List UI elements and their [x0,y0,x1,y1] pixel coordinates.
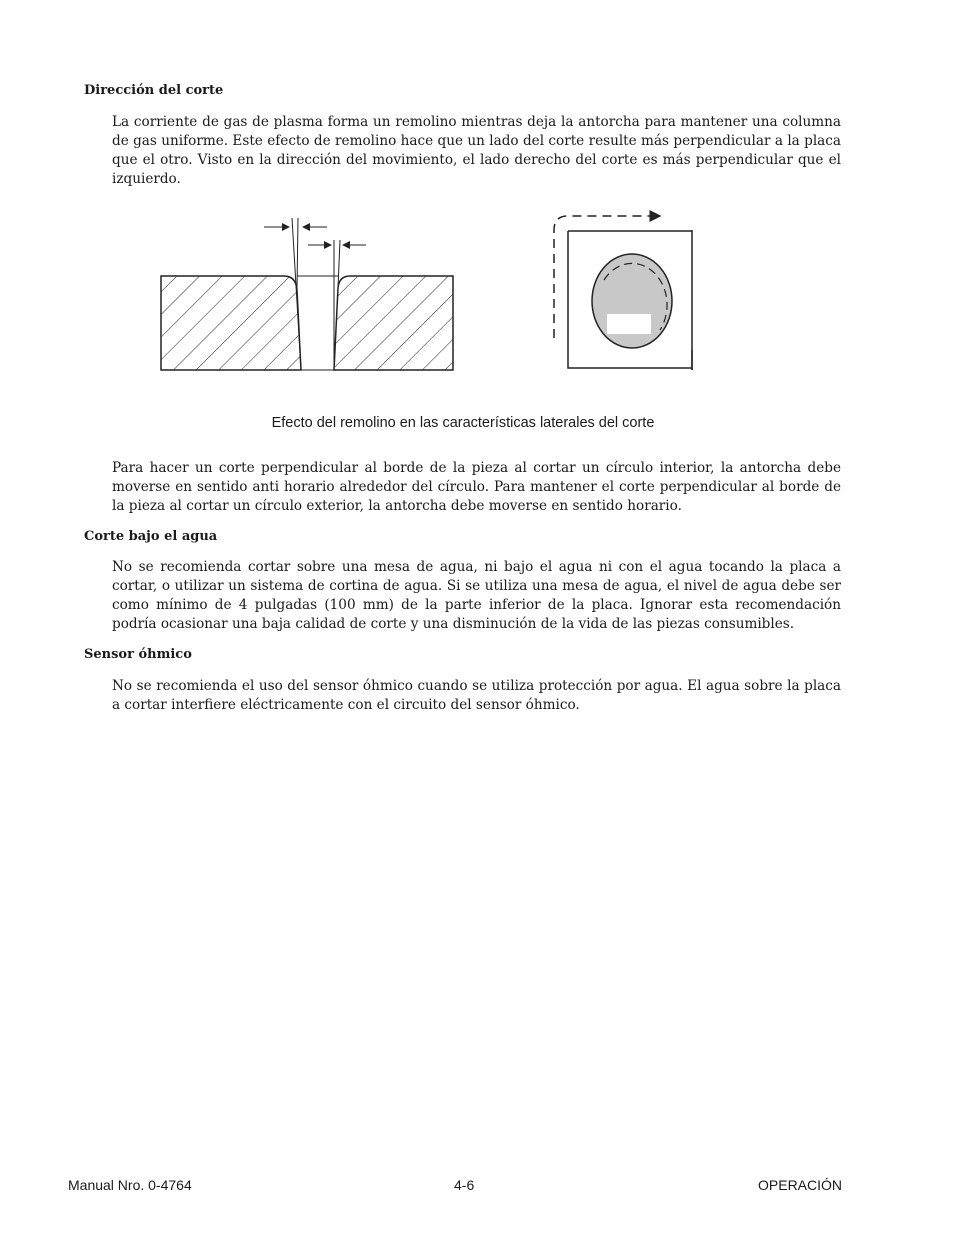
section-heading-sensor-ohmico: Sensor óhmico [84,647,192,662]
paragraph-bajo-agua: No se recomienda cortar sobre una mesa de agua, ni bajo el agua ni con el agua tocando la placa a cortar, o utilizar un sistema de cortina de agua. Si se utiliza una mesa de agua, el nivel de agua debe ser como mínimo de 4 pulgadas (100 mm) de la parte inferior de la placa. Ignorar esta recomendación podría ocasionar una baja calidad de corte y una disminución de la vida de las piezas consumibles. [112,559,841,632]
right-plate-piece [334,276,453,370]
section-heading-bajo-agua: Corte bajo el agua [84,529,218,544]
kerf-cross-section [161,218,453,370]
paragraph-sensor-ohmico: No se recomienda el uso del sensor óhmico cuando se utiliza protección por agua. El agua sobre la placa a cortar interfiere eléctricamente con el circuito del sensor óhmico. [112,678,841,713]
figure-caption: Efecto del remolino en las características laterales del corte [271,415,655,431]
paragraph-circulo: Para hacer un corte perpendicular al borde de la pieza al cortar un círculo interior, la antorcha debe moverse en sentido anti horario alrededor del círculo. Para mantener el corte perpendicular al borde de la pieza al cortar un círculo exterior, la antorcha debe moverse en sentido horario. [112,460,841,514]
footer-manual-number: Manual Nro. 0-4764 [68,1177,192,1193]
section-heading-direccion: Dirección del corte [84,83,224,98]
swirl-figure [0,0,954,400]
paragraph-direccion: La corriente de gas de plasma forma un remolino mientras deja la antorcha para mantener una columna de gas uniforme. Este efecto de remolino hace que un lado del corte resulte más perpendicular a la placa que el otro. Visto en la dirección del movimiento, el lado derecho del corte es más perpendicular que el izquierdo. [112,114,841,187]
footer-section-name: OPERACIÓN [758,1177,843,1193]
footer-page-number: 4-6 [454,1177,475,1193]
label-blank [607,314,651,334]
left-plate-piece [161,276,301,370]
top-view-plate [554,216,692,370]
